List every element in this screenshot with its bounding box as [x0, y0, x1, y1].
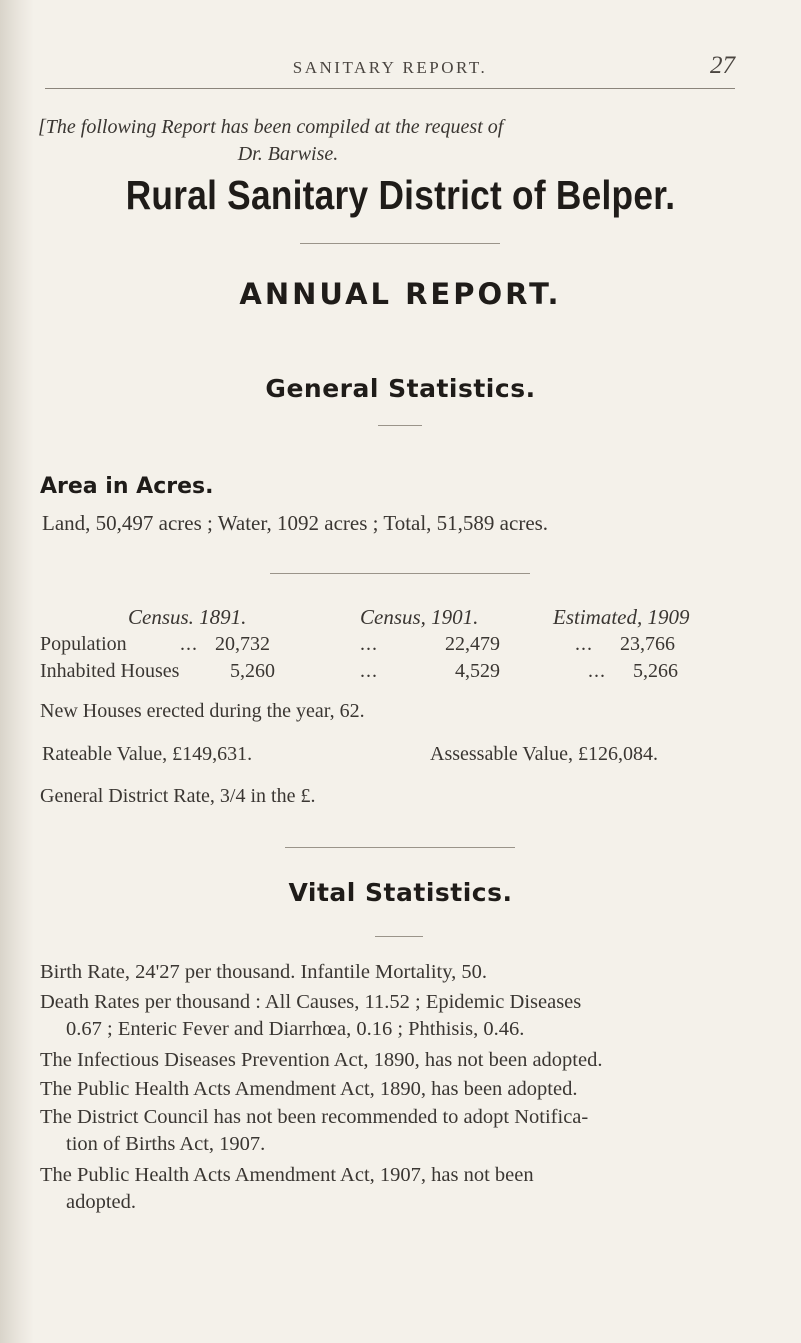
area-heading: Area in Acres. [40, 474, 214, 499]
page-title: Rural Sanitary District of Belper. [125, 172, 676, 218]
area-rule [270, 573, 530, 574]
leader-dots: ... [575, 633, 593, 655]
header-rule [45, 88, 735, 89]
vital-statistics-heading: Vital Statistics. [288, 878, 513, 907]
leader-dots: ... [360, 660, 378, 682]
running-head: SANITARY REPORT. [292, 58, 488, 77]
notification-paragraph [40, 1104, 740, 1158]
row-label-inhabited-houses: Inhabited Houses [40, 660, 180, 682]
death-rates-line-1: Death Rates per thousand : All Causes, 11.52 ; Epidemic Diseases [40, 991, 582, 1013]
editorial-note [38, 114, 578, 168]
population-1891: 20,732 [215, 633, 270, 655]
district-rate-line: General District Rate, 3/4 in the £. [40, 785, 316, 807]
notification-line-2: tion of Births Act, 1907. [66, 1133, 266, 1155]
assessable-value: Assessable Value, £126,084. [430, 743, 658, 765]
page-header [45, 52, 735, 98]
death-rates-line-2: 0.67 ; Enteric Fever and Diarrhœa, 0.16 ; Phthisis, 0.46. [66, 1018, 525, 1040]
leader-dots: ... [180, 633, 198, 655]
birth-rate-line: Birth Rate, 24'27 per thousand. Infantile Mortality, 50. [40, 961, 488, 983]
rateable-value: Rateable Value, £149,631. [42, 743, 253, 765]
area-line: Land, 50,497 acres ; Water, 1092 acres ; Total, 51,589 acres. [42, 511, 549, 535]
notification-line-1: The District Council has not been recommended to adopt Notifica- [40, 1106, 589, 1128]
houses-1909: 5,266 [633, 660, 678, 682]
section-rule [378, 425, 422, 426]
general-statistics-heading: General Statistics. [265, 374, 536, 403]
death-rates-paragraph [40, 989, 740, 1043]
estimated-1909-header: Estimated, 1909 [553, 605, 690, 629]
public-health-1907-line-1: The Public Health Acts Amendment Act, 1907, has not been [40, 1164, 534, 1186]
census-1901-header: Census, 1901. [360, 605, 479, 629]
page-number: 27 [710, 52, 735, 79]
infectious-act-line: The Infectious Diseases Prevention Act, 1890, has not been adopted. [40, 1049, 603, 1071]
title-rule [300, 243, 500, 244]
row-label-population: Population [40, 633, 127, 655]
population-1901: 22,479 [445, 633, 500, 655]
section-rule [285, 847, 515, 848]
leader-dots: ... [588, 660, 606, 682]
editorial-note-line-2: Dr. Barwise. [237, 143, 339, 165]
report-subtitle: ANNUAL REPORT. [239, 277, 562, 311]
leader-dots: ... [360, 633, 378, 655]
public-health-1890-line: The Public Health Acts Amendment Act, 1890, has been adopted. [40, 1078, 578, 1100]
new-houses-line: New Houses erected during the year, 62. [40, 700, 365, 722]
section-rule [375, 936, 423, 937]
population-1909: 23,766 [620, 633, 675, 655]
public-health-1907-paragraph [40, 1162, 740, 1216]
editorial-note-line-1: [The following Report has been compiled at the request of [38, 116, 504, 138]
houses-1901: 4,529 [455, 660, 500, 682]
census-1891-header: Census. 1891. [128, 605, 247, 629]
houses-1891: 5,260 [230, 660, 275, 682]
public-health-1907-line-2: adopted. [66, 1191, 137, 1213]
